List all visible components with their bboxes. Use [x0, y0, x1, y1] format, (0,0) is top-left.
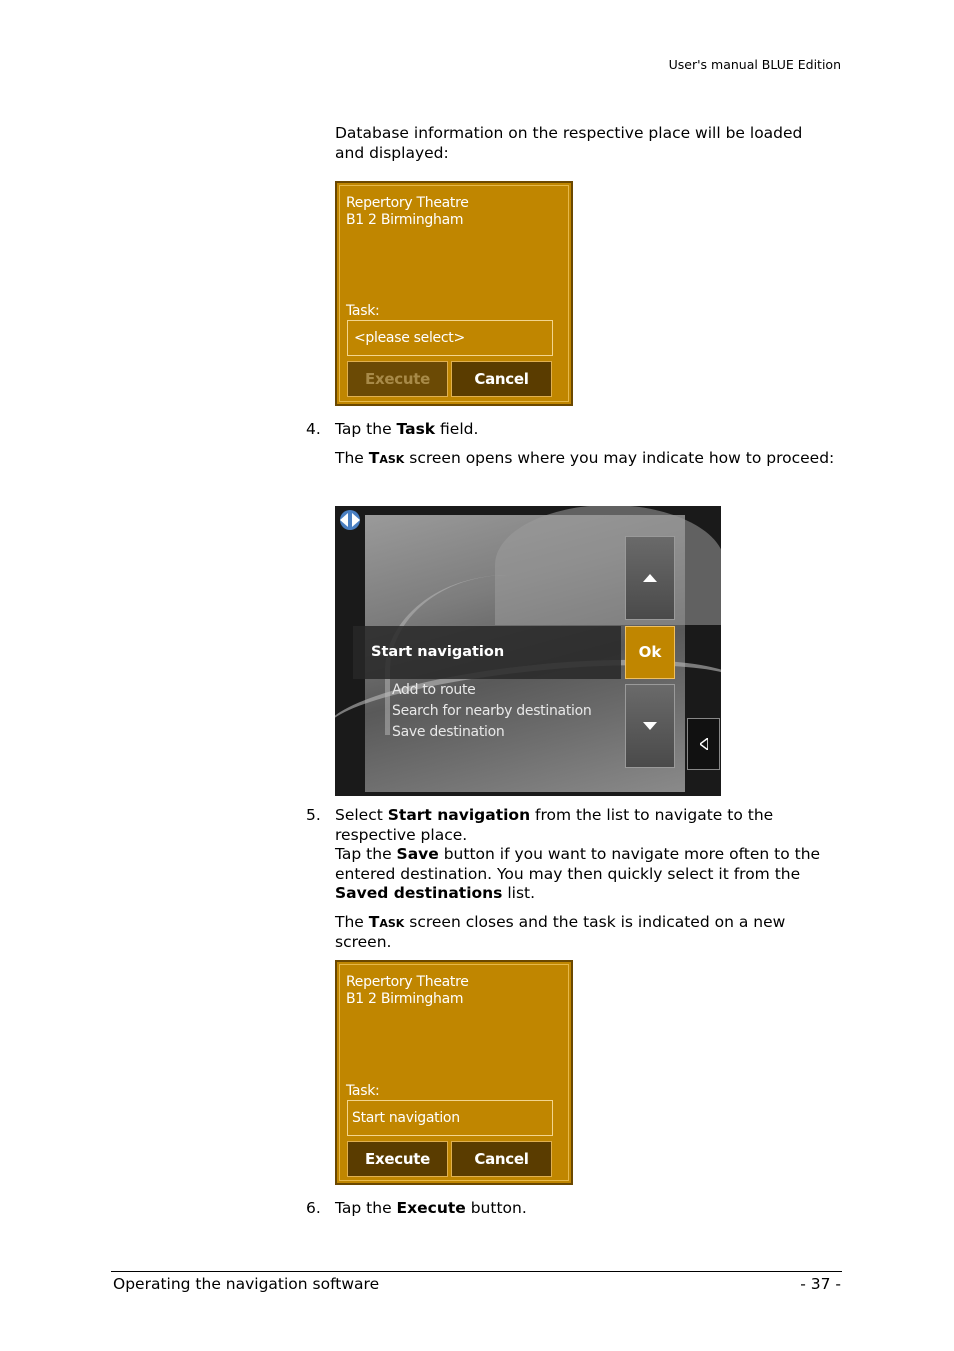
left-right-arrows-icon[interactable] [337, 509, 363, 531]
intro-paragraph: Database information on the respective place will be loaded and displayed: [335, 124, 803, 162]
execute-button[interactable]: Execute [347, 361, 448, 397]
footer-divider [111, 1271, 842, 1272]
execute-button[interactable]: Execute [347, 1141, 448, 1177]
step-5-description: The Task screen closes and the task is indicated on a new screen. [335, 913, 786, 951]
step-4-number: 4. [306, 420, 321, 438]
list-item-label: Start navigation [371, 644, 505, 660]
step-5-text: Select Start navigation from the list to navigate to the respective place. Tap the Save button if you want to navigate more often to the entered destination. You may then quickly select it from the Saved destinations list. [335, 806, 821, 902]
list-item-selected[interactable] [353, 626, 621, 679]
step-4-description: The Task screen opens where you may indicate how to proceed: [335, 449, 835, 467]
task-field[interactable]: Start navigation [347, 1100, 553, 1136]
up-arrow-icon [643, 574, 657, 582]
list-item[interactable]: Search for nearby destination [392, 703, 592, 719]
step-5-number: 5. [306, 806, 321, 824]
list-item[interactable]: Add to route [392, 682, 476, 698]
task-field[interactable]: <please select> [347, 320, 553, 356]
left-triangle-icon [700, 738, 708, 750]
cancel-button[interactable]: Cancel [451, 1141, 552, 1177]
footer-section-title: Operating the navigation software [113, 1275, 380, 1293]
task-screen-screenshot [335, 506, 721, 796]
running-header: User's manual BLUE Edition [668, 57, 841, 72]
task-label: Task: [346, 303, 380, 319]
place-address: B1 2 Birmingham [346, 212, 464, 228]
step-6-number: 6. [306, 1199, 321, 1217]
place-name: Repertory Theatre [346, 195, 469, 211]
task-label: Task: [346, 1083, 380, 1099]
scroll-down-button[interactable] [625, 684, 675, 768]
place-name: Repertory Theatre [346, 974, 469, 990]
scroll-up-button[interactable] [625, 536, 675, 620]
destination-info-panel [335, 181, 573, 406]
down-arrow-icon [643, 722, 657, 730]
step-6-text: Tap the Execute button. [335, 1199, 527, 1217]
side-panel-toggle[interactable] [687, 718, 720, 770]
destination-info-panel-filled [335, 960, 573, 1185]
list-item[interactable]: Save destination [392, 724, 505, 740]
ok-button[interactable]: Ok [625, 626, 675, 679]
cancel-button[interactable]: Cancel [451, 361, 552, 397]
footer-page-number: - 37 - [800, 1275, 841, 1293]
place-address: B1 2 Birmingham [346, 991, 464, 1007]
step-4-text: Tap the Task field. [335, 420, 479, 438]
